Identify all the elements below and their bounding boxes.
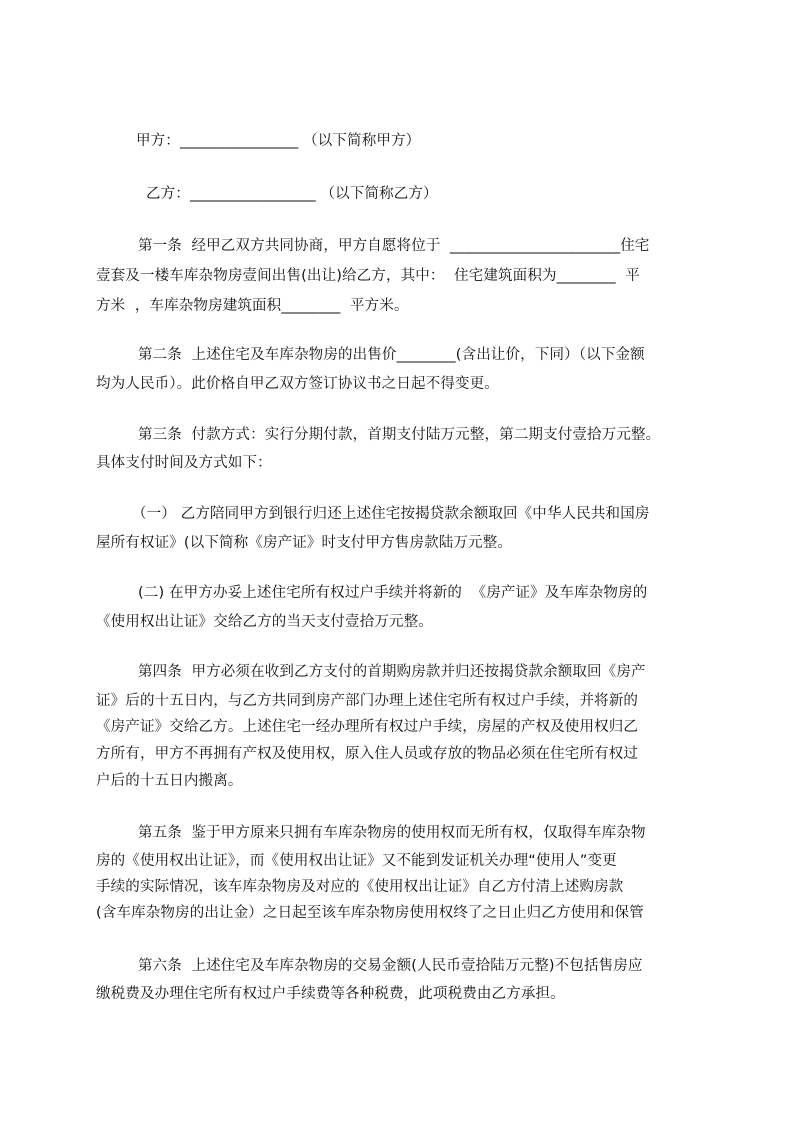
clause-5-line-2: 房的《使用权出让证》，而《使用权出让证》又不能到发证机关办理“使用人”变更 [96,853,617,869]
clause-2-line-1: 第二条 上述住宅及车库杂物房的出售价________(含出让价，下同）（以下金额 [138,347,645,363]
clause-6-line-2: 缴税费及办理住宅所有权过户手续费等各种税费，此项税费由乙方承担。 [96,986,565,1002]
clause-6-line-1: 第六条 上述住宅及车库杂物房的交易金额(人民币壹拾陆万元整)不包括售房应 [138,958,643,974]
payment-item-2-line-1: (二) 在甲方办妥上述住宅所有权过户手续并将新的 《房产证》及车库杂物房的 [138,585,648,601]
clause-3-line-1: 第三条 付款方式：实行分期付款，首期支付陆万元整，第二期支付壹拾万元整。 [138,427,661,443]
clause-2-line-2: 均为人民币）。此价格自甲乙双方签订协议书之日起不得变更。 [96,376,499,392]
clause-3-line-2: 具体支付时间及方式如下： [96,455,272,471]
clause-5-line-1: 第五条 鉴于甲方原来只拥有车库杂物房的使用权而无所有权，仅取得车库杂物 [138,825,646,841]
clause-4-line-4: 方所有，甲方不再拥有产权及使用权，原入住人员或存放的物品必须在住宅所有权过 [96,746,639,762]
payment-item-1-line-1: （一） 乙方陪同甲方到银行归还上述住宅按揭贷款余额取回《中华人民共和国房 [132,506,650,522]
payment-item-2-line-2: 《使用权出让证》交给乙方的当天支付壹拾万元整。 [96,614,433,630]
clause-4-line-5: 户后的十五日内搬离。 [96,773,243,789]
clause-4-line-2: 证》后的十五日内，与乙方共同到房产部门办理上述住宅所有权过户手续，并将新的 [96,693,639,709]
clause-5-line-3: 手续的实际情况，该车库杂物房及对应的《使用权出让证》自乙方付清上述购房款 [96,879,624,895]
clause-1-line-2: 壹套及一楼车库杂物房壹间出售(出让)给乙方，其中： 住宅建筑面积为________ 平 [96,268,640,284]
party-b-line: 乙方：_________________ （以下简称乙方） [146,186,438,202]
payment-item-1-line-2: 屋所有权证》(以下简称《房产证》时支付甲方售房款陆万元整。 [96,535,513,551]
clause-1-line-3: 方米 ，车库杂物房建筑面积________ 平方米。 [96,298,409,314]
clause-4-line-1: 第四条 甲方必须在收到乙方支付的首期购房款并归还按揭贷款余额取回《房产 [138,664,646,680]
party-a-line: 甲方：________________ （以下简称甲方） [136,133,421,149]
clause-1-line-1: 第一条 经甲乙双方共同协商，甲方自愿将位于 _______________________住宅 [138,238,650,254]
clause-4-line-3: 《房产证》交给乙方。上述住宅一经办理所有权过户手续，房屋的产权及使用权归乙 [96,719,639,735]
clause-5-line-4: (含车库杂物房的出让金）之日起至该车库杂物房使用权终了之日止归乙方使用和保管 [96,905,644,921]
